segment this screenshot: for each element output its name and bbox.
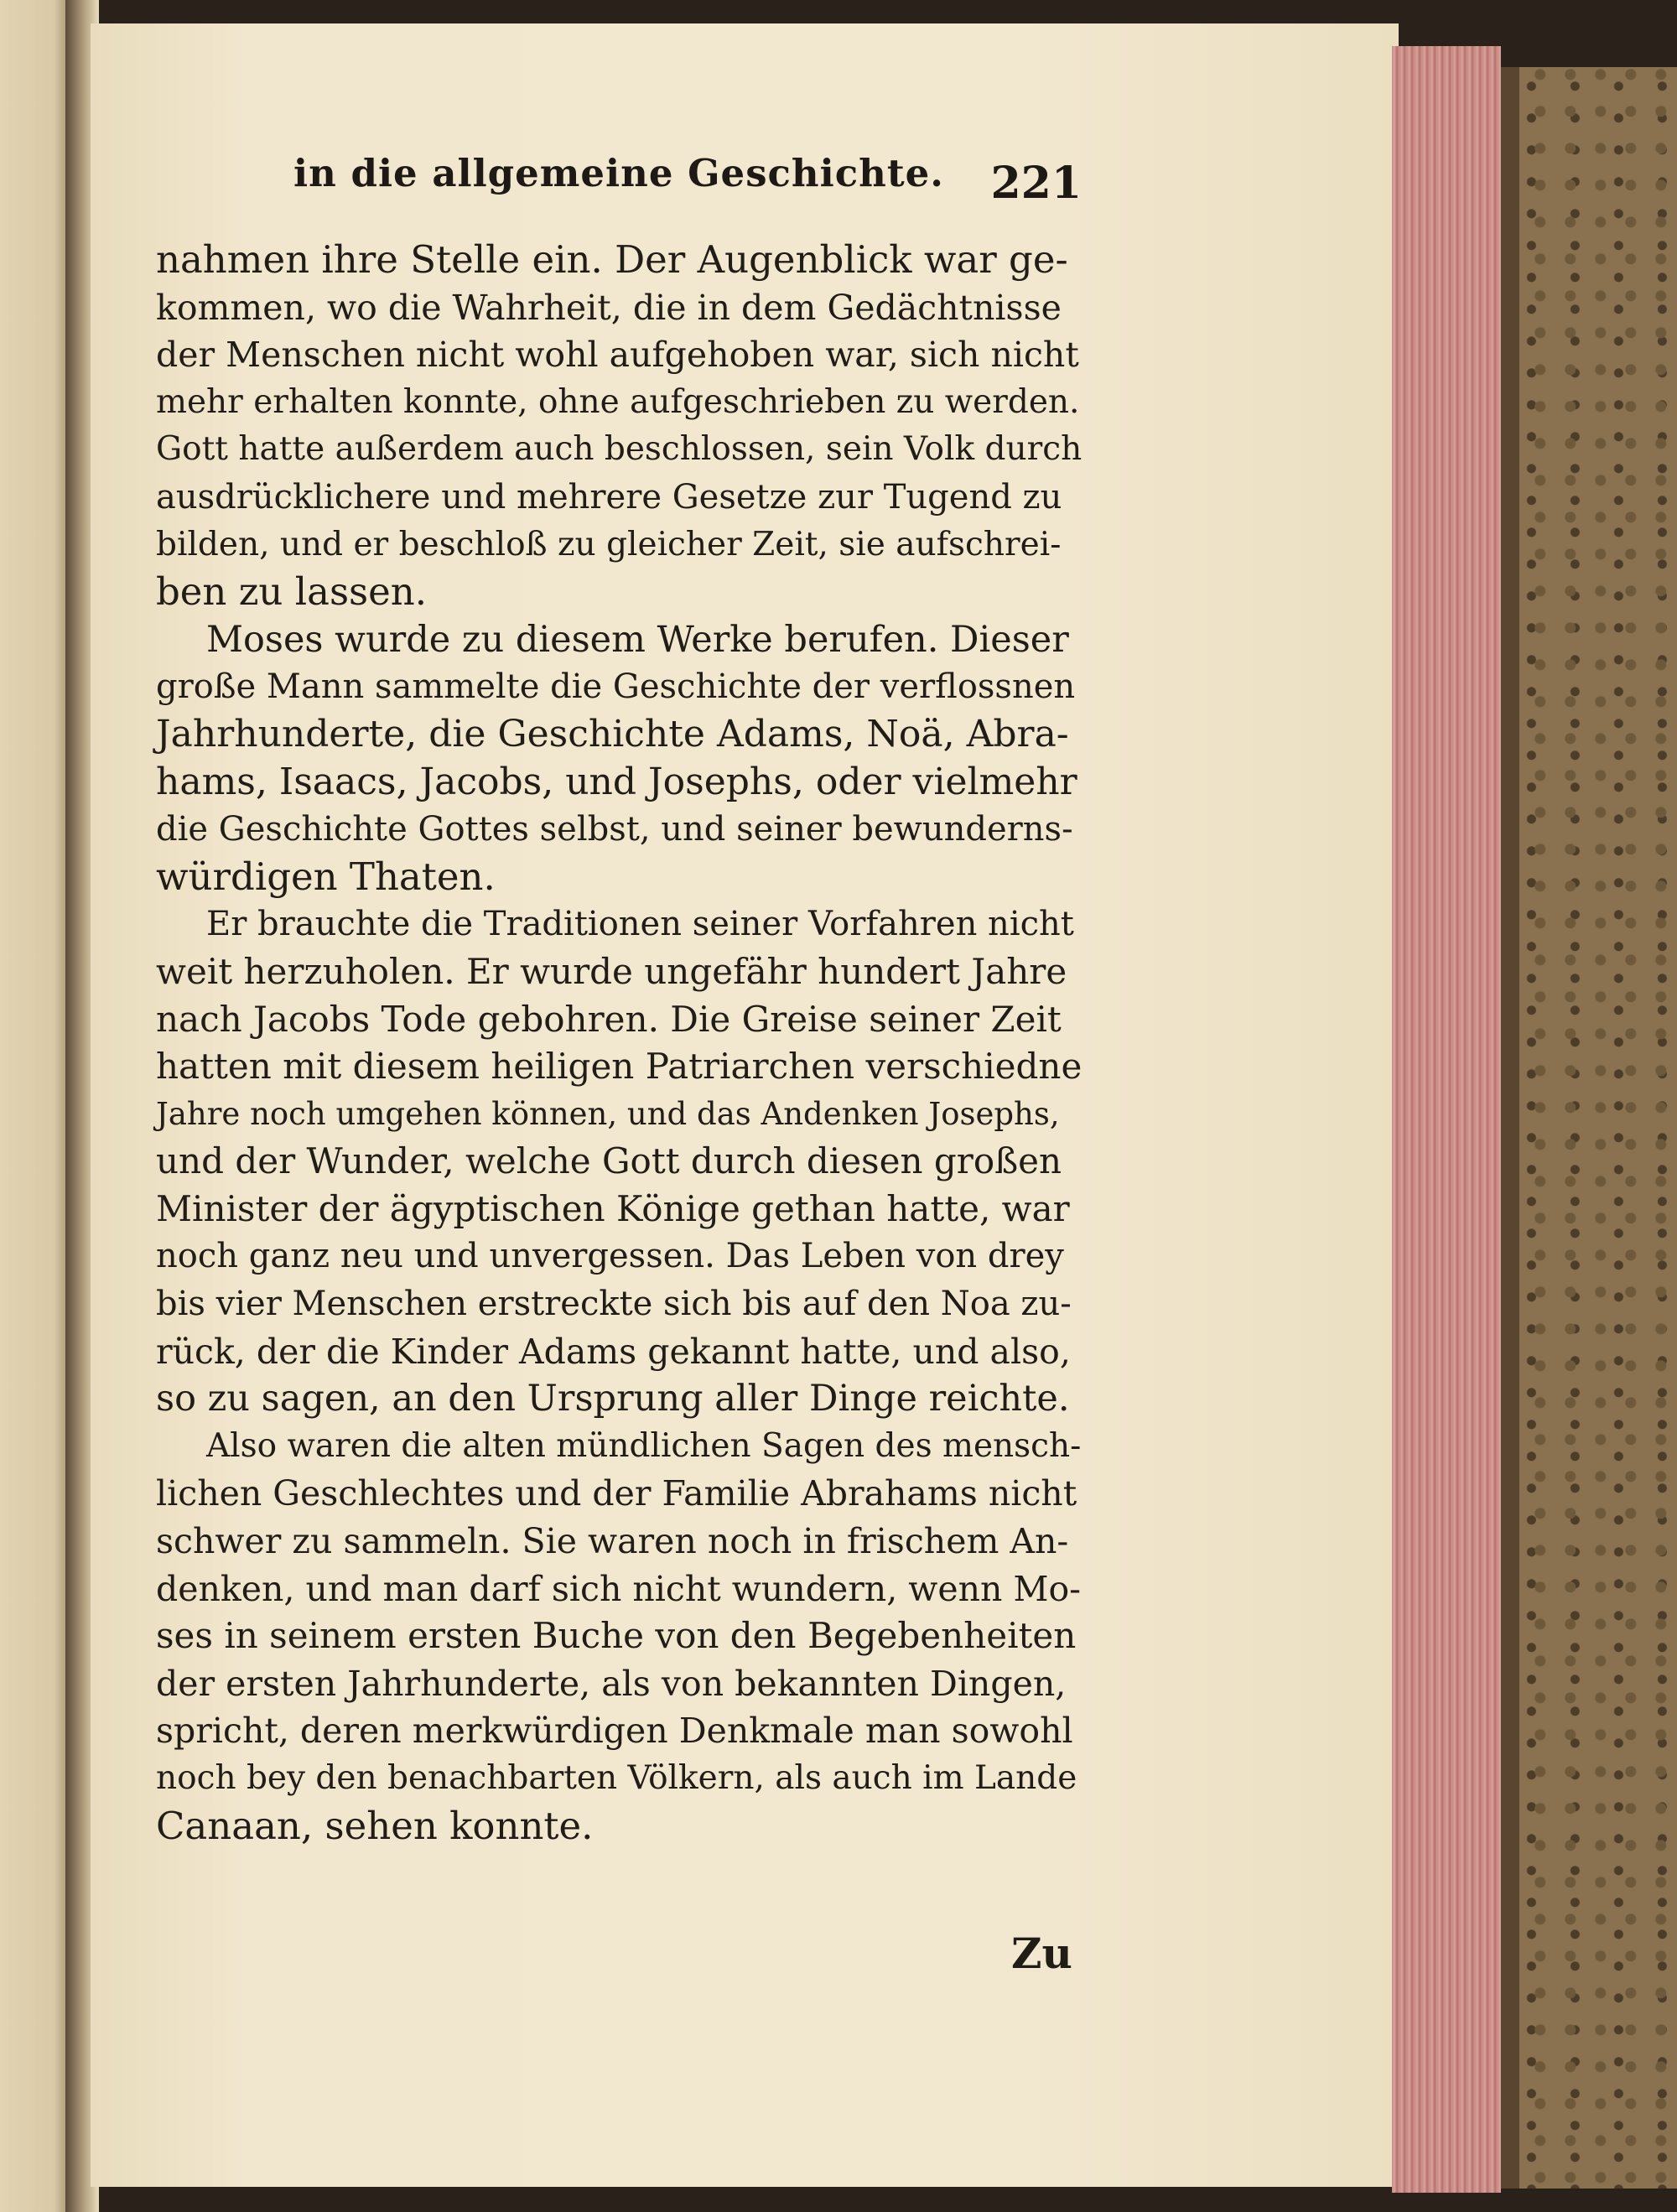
text-line: rück, der die Kinder Adams gekannt hatte, und also, [156,1331,1071,1372]
text-line: noch bey den benachbarten Völkern, als auch im Lande [156,1759,1077,1797]
page-edges [1392,46,1501,2193]
text-line: Moses wurde zu diesem Werke berufen. Dieser [206,618,1069,661]
text-line: spricht, deren merkwürdigen Denkmale man sowohl [156,1711,1073,1752]
text-line: die Geschichte Gottes selbst, und seiner bewunderns- [156,810,1073,849]
text-line: große Mann sammelte die Geschichte der verflossnen [156,667,1076,707]
book-cover-edge [1501,67,1519,2189]
running-head: in die allgemeine Geschichte. [293,151,944,195]
text-line: noch ganz neu und unvergessen. Das Leben von drey [156,1237,1064,1276]
text-line: Er brauchte die Traditionen seiner Vorfahren nicht [206,905,1074,944]
text-line: würdigen Thaten. [156,854,496,899]
text-line: der Menschen nicht wohl aufgehoben war, sich nicht [156,335,1079,376]
text-line: hams, Isaacs, Jacobs, und Josephs, oder vielmehr [156,760,1077,803]
catchword: Zu [1011,1929,1072,1978]
text-line: lichen Geschlechtes und der Familie Abrahams nicht [156,1473,1077,1514]
page-number: 221 [990,158,1082,209]
text-line: nahmen ihre Stelle ein. Der Augenblick war ge- [156,237,1068,282]
text-line: ben zu lassen. [156,569,428,615]
text-line: Canaan, sehen konnte. [156,1803,594,1848]
text-line: bis vier Menschen erstreckte sich bis auf den Noa zu- [156,1285,1072,1324]
text-line: so zu sagen, an den Ursprung aller Dinge reichte. [156,1378,1070,1420]
book-cover [1501,67,1677,2189]
text-line: Gott hatte außerdem auch beschlossen, sein Volk durch [156,430,1083,469]
text-line: der ersten Jahrhunderte, als von bekannten Dingen, [156,1663,1067,1704]
text-line: Jahrhunderte, die Geschichte Adams, Noä, Abra- [156,712,1069,756]
text-line: Jahre noch umgehen können, und das Andenken Josephs, [156,1095,1060,1132]
text-line: hatten mit diesem heiligen Patriarchen verschiedne [156,1046,1083,1088]
text-line: Minister der ägyptischen Könige gethan hatte, war [156,1187,1070,1229]
body-text [156,236,1082,1850]
text-line: schwer zu sammeln. Sie waren noch in frischem An- [156,1521,1069,1562]
text-line: bilden, und er beschloß zu gleicher Zeit, sie aufschrei- [156,525,1062,563]
text-line: mehr erhalten konnte, ohne aufgeschrieben zu werden. [156,382,1080,421]
text-line: denken, und man darf sich nicht wundern, wenn Mo- [156,1568,1081,1609]
text-line: ses in seinem ersten Buche von den Begebenheiten [156,1615,1077,1657]
page-header [293,143,1082,226]
text-line: ausdrücklichere und mehrere Gesetze zur Tugend zu [156,477,1062,517]
text-line: Also waren die alten mündlichen Sagen des mensch- [206,1426,1082,1465]
text-line: weit herzuholen. Er wurde ungefähr hundert Jahre [156,950,1067,992]
text-line: nach Jacobs Tode gebohren. Die Greise seiner Zeit [156,998,1062,1040]
text-line: und der Wunder, welche Gott durch diesen großen [156,1140,1062,1182]
text-line: kommen, wo die Wahrheit, die in dem Gedächtnisse [156,287,1062,328]
